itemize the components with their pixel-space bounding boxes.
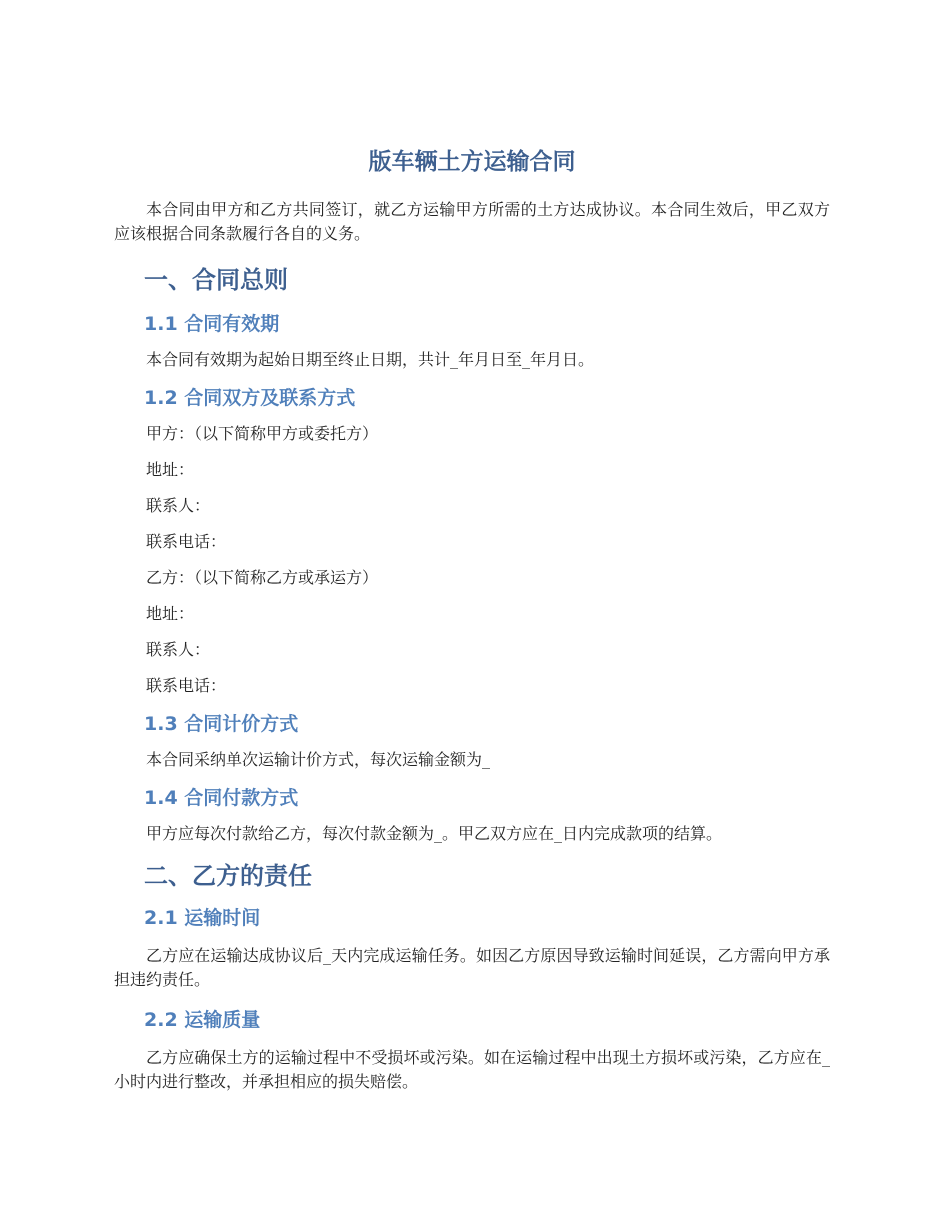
party-a-contact: 联系人： [146,496,211,515]
document-title: 版车辆土方运输合同 [368,149,576,175]
section-1-1-text: 本合同有效期为起始日期至终止日期，共计_年月日至_年月日。 [146,350,595,369]
party-b-address: 地址： [146,604,195,623]
section-1-3-text: 本合同采纳单次运输计价方式，每次运输金额为_ [146,750,491,769]
section-2-heading: 二、乙方的责任 [144,862,312,890]
section-2-1-heading: 2.1 运输时间 [144,907,261,929]
party-b-contact: 联系人： [146,640,211,659]
section-1-4-text: 甲方应每次付款给乙方，每次付款金额为_。甲乙双方应在_日内完成款项的结算。 [146,824,723,843]
section-1-heading: 一、合同总则 [144,266,288,294]
intro-paragraph: 本合同由甲方和乙方共同签订，就乙方运输甲方所需的土方达成协议。本合同生效后，甲乙双方应该根据合同条款履行各自的义务。 [114,200,830,243]
party-a-phone: 联系电话： [146,532,227,551]
section-1-2-heading: 1.2 合同双方及联系方式 [144,387,356,409]
section-2-2-heading: 2.2 运输质量 [144,1009,261,1031]
section-2-1-text: 乙方应在运输达成协议后_天内完成运输任务。如因乙方原因导致运输时间延误，乙方需向甲方承担违约责任。 [114,946,830,989]
party-a-line: 甲方：（以下简称甲方或委托方） [146,424,379,443]
section-1-1-heading: 1.1 合同有效期 [144,313,280,335]
party-b-phone: 联系电话： [146,676,227,695]
section-1-4-heading: 1.4 合同付款方式 [144,787,299,809]
section-1-3-heading: 1.3 合同计价方式 [144,713,299,735]
party-a-address: 地址： [146,460,195,479]
contract-page [114,140,830,1094]
party-b-line: 乙方：（以下简称乙方或承运方） [146,568,379,587]
section-2-2-text: 乙方应确保土方的运输过程中不受损坏或污染。如在运输过程中出现土方损坏或污染，乙方应在_小时内进行整改，并承担相应的损失赔偿。 [114,1048,830,1091]
